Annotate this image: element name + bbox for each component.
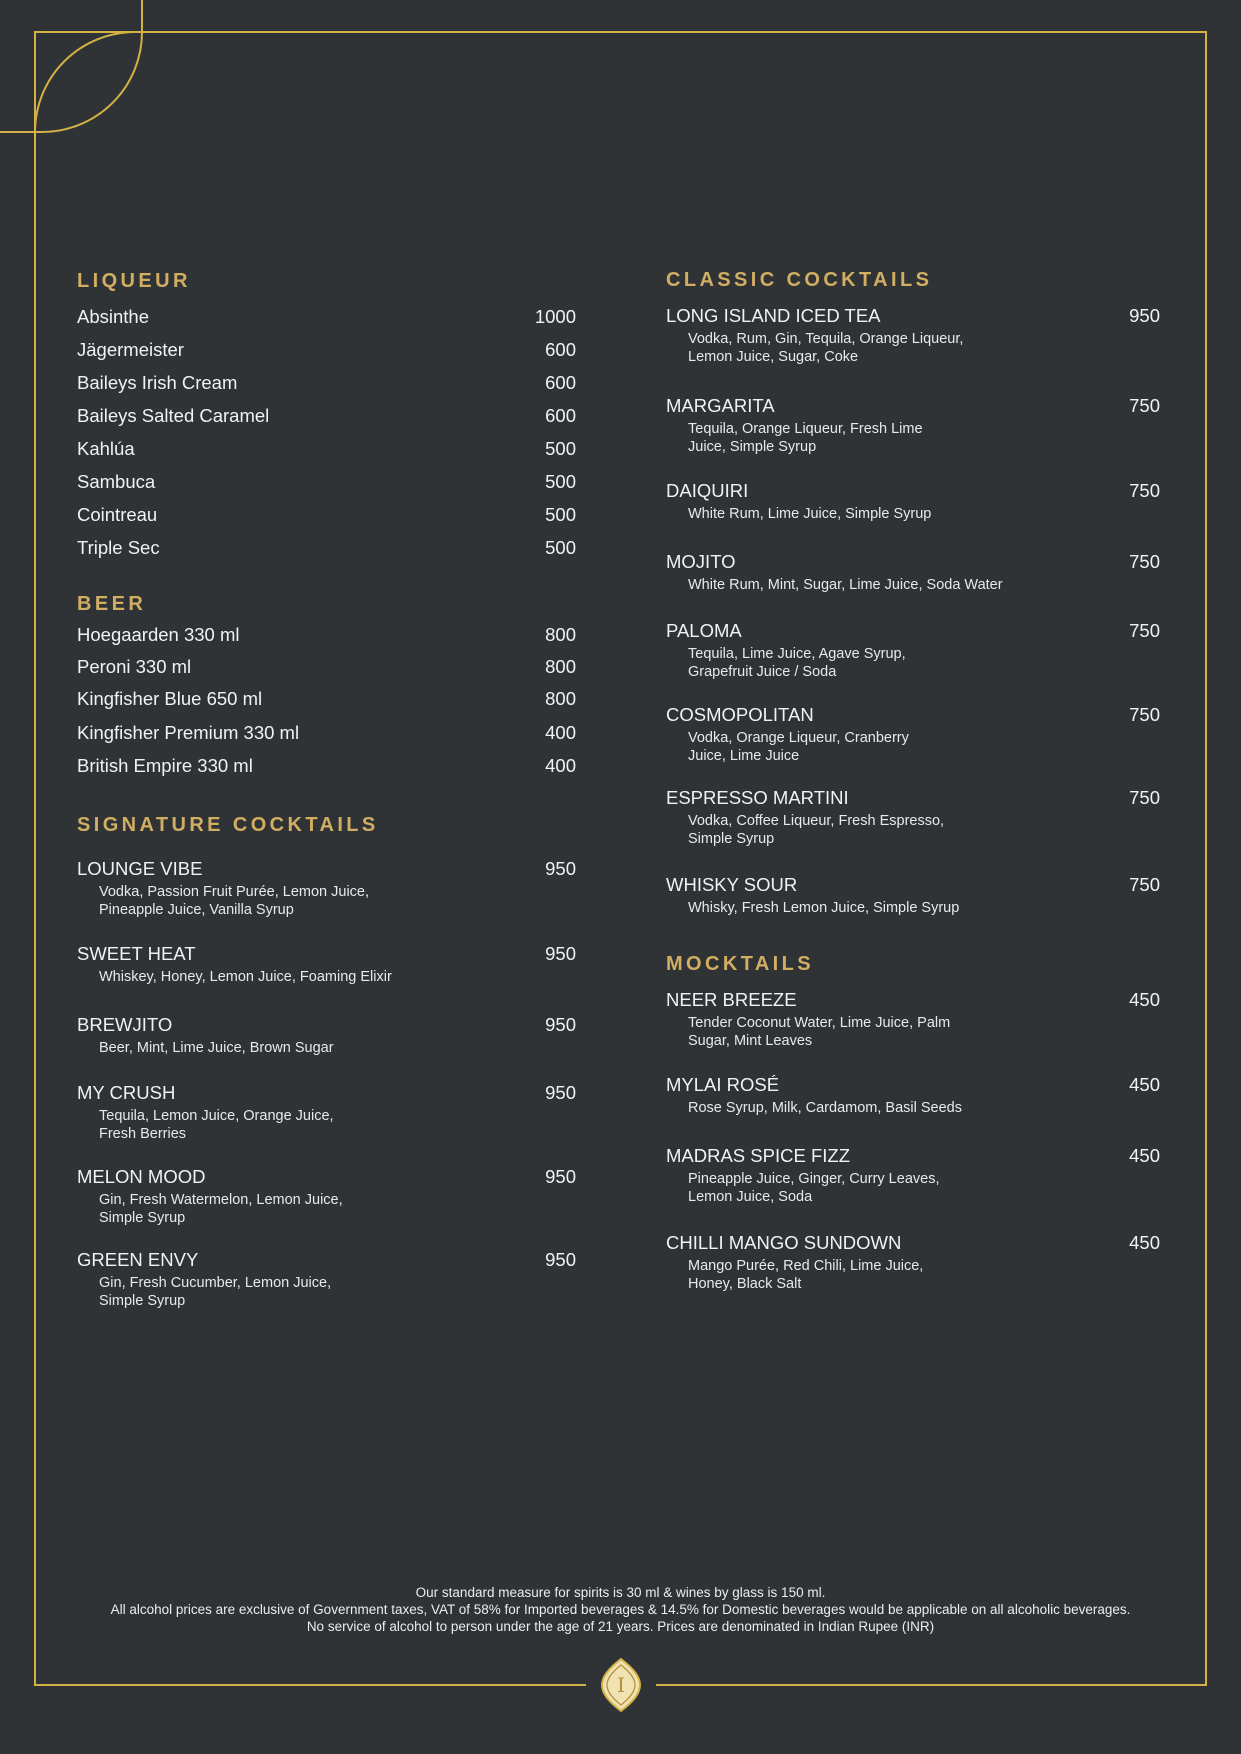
item-name: Cointreau xyxy=(77,504,158,525)
item-name: ESPRESSO MARTINI xyxy=(666,787,849,808)
footer-line: Our standard measure for spirits is 30 ml & wines by glass is 150 ml. xyxy=(415,1585,826,1600)
item-name: Kahlúa xyxy=(77,438,135,459)
footer-line: No service of alcohol to person under the age of 21 years. Prices are denominated in Indian Rupee (INR) xyxy=(306,1619,935,1634)
item-description: White Rum, Mint, Sugar, Lime Juice, Soda Water xyxy=(688,577,1003,593)
item-price: 950 xyxy=(545,858,576,879)
menu-item xyxy=(666,305,1160,327)
item-price: 800 xyxy=(545,624,576,645)
menu-item xyxy=(77,405,576,427)
item-description: Vodka, Passion Fruit Purée, Lemon Juice, Pineapple Juice, Vanilla Syrup xyxy=(99,884,370,918)
item-price: 400 xyxy=(545,722,576,743)
item-description: Whisky, Fresh Lemon Juice, Simple Syrup xyxy=(688,900,960,916)
section-title-classic-cocktails: CLASSIC COCKTAILS xyxy=(666,269,933,291)
menu-item xyxy=(666,874,1160,896)
section-title-signature-cocktails: SIGNATURE COCKTAILS xyxy=(77,814,379,836)
brand-emblem-icon xyxy=(598,1657,644,1713)
item-price: 450 xyxy=(1129,1232,1160,1253)
item-price: 950 xyxy=(545,943,576,964)
menu-item xyxy=(666,1232,1160,1254)
section-title-beer: BEER xyxy=(77,593,147,615)
item-price: 450 xyxy=(1129,989,1160,1010)
item-price: 950 xyxy=(545,1166,576,1187)
item-price: 500 xyxy=(545,471,576,492)
item-name: CHILLI MANGO SUNDOWN xyxy=(666,1232,902,1253)
menu-item xyxy=(666,1074,1160,1096)
menu-item xyxy=(77,656,576,678)
item-description: Rose Syrup, Milk, Cardamom, Basil Seeds xyxy=(688,1100,962,1116)
item-name: LONG ISLAND ICED TEA xyxy=(666,305,881,326)
item-description: Gin, Fresh Watermelon, Lemon Juice, Simple Syrup xyxy=(99,1192,343,1226)
item-name: MY CRUSH xyxy=(77,1082,176,1103)
menu-item xyxy=(77,755,576,777)
item-description: Beer, Mint, Lime Juice, Brown Sugar xyxy=(99,1040,334,1056)
frame-border-right xyxy=(1205,31,1207,1686)
item-description: White Rum, Lime Juice, Simple Syrup xyxy=(688,506,932,522)
item-name: Baileys Irish Cream xyxy=(77,372,238,393)
item-name: Jägermeister xyxy=(77,339,184,360)
item-name: MELON MOOD xyxy=(77,1166,206,1187)
item-description: Tequila, Lemon Juice, Orange Juice, Fresh Berries xyxy=(99,1108,334,1142)
item-description: Tequila, Lime Juice, Agave Syrup, Grapefruit Juice / Soda xyxy=(688,646,906,680)
menu-item xyxy=(77,624,576,646)
item-description: Vodka, Coffee Liqueur, Fresh Espresso, Simple Syrup xyxy=(688,813,945,847)
item-price: 950 xyxy=(545,1082,576,1103)
item-name: DAIQUIRI xyxy=(666,480,749,501)
item-name: Kingfisher Blue 650 ml xyxy=(77,688,263,709)
menu-item xyxy=(666,989,1160,1011)
item-price: 750 xyxy=(1129,551,1160,572)
menu-item xyxy=(77,1249,576,1271)
item-price: 600 xyxy=(545,339,576,360)
menu-item xyxy=(666,1145,1160,1167)
item-price: 750 xyxy=(1129,787,1160,808)
menu-item xyxy=(666,551,1160,573)
item-description: Vodka, Orange Liqueur, Cranberry Juice, Lime Juice xyxy=(688,730,909,764)
item-price: 800 xyxy=(545,688,576,709)
item-description: Vodka, Rum, Gin, Tequila, Orange Liqueur, Lemon Juice, Sugar, Coke xyxy=(688,331,964,365)
menu-item xyxy=(77,306,576,328)
item-name: PALOMA xyxy=(666,620,742,641)
item-name: COSMOPOLITAN xyxy=(666,704,814,725)
item-price: 950 xyxy=(545,1249,576,1270)
item-description: Gin, Fresh Cucumber, Lemon Juice, Simple Syrup xyxy=(99,1275,332,1309)
item-price: 500 xyxy=(545,504,576,525)
item-description: Whiskey, Honey, Lemon Juice, Foaming Elixir xyxy=(99,969,392,985)
item-name: BREWJITO xyxy=(77,1014,173,1035)
menu-item xyxy=(77,1082,576,1104)
item-name: Hoegaarden 330 ml xyxy=(77,624,240,645)
item-price: 450 xyxy=(1129,1145,1160,1166)
menu-item xyxy=(77,858,576,880)
item-price: 750 xyxy=(1129,620,1160,641)
footer-notes xyxy=(0,1584,1241,1635)
item-price: 750 xyxy=(1129,480,1160,501)
item-name: Kingfisher Premium 330 ml xyxy=(77,722,300,743)
item-description: Pineapple Juice, Ginger, Curry Leaves, Lemon Juice, Soda xyxy=(688,1171,940,1205)
menu-item xyxy=(666,480,1160,502)
item-price: 800 xyxy=(545,656,576,677)
menu-item xyxy=(77,1166,576,1188)
item-name: Peroni 330 ml xyxy=(77,656,192,677)
menu-item xyxy=(77,471,576,493)
svg-text:I: I xyxy=(617,1673,625,1697)
frame-border-left xyxy=(34,31,36,1686)
item-name: NEER BREEZE xyxy=(666,989,797,1010)
item-name: GREEN ENVY xyxy=(77,1249,199,1270)
menu-item xyxy=(77,722,576,744)
menu-item xyxy=(77,943,576,965)
menu-item xyxy=(666,704,1160,726)
item-price: 600 xyxy=(545,372,576,393)
item-name: Absinthe xyxy=(77,306,149,327)
menu-item xyxy=(666,787,1160,809)
item-price: 400 xyxy=(545,755,576,776)
item-price: 950 xyxy=(545,1014,576,1035)
menu-item xyxy=(77,372,576,394)
item-name: MADRAS SPICE FIZZ xyxy=(666,1145,850,1166)
item-name: LOUNGE VIBE xyxy=(77,858,203,879)
menu-item xyxy=(77,339,576,361)
item-name: Sambuca xyxy=(77,471,156,492)
item-price: 750 xyxy=(1129,395,1160,416)
item-name: WHISKY SOUR xyxy=(666,874,798,895)
section-title-liqueur: LIQUEUR xyxy=(77,270,191,292)
item-price: 750 xyxy=(1129,704,1160,725)
menu-item xyxy=(666,620,1160,642)
menu-item xyxy=(77,688,576,710)
corner-ornament-icon xyxy=(0,0,160,160)
menu-item xyxy=(77,1014,576,1036)
item-description: Tender Coconut Water, Lime Juice, Palm Sugar, Mint Leaves xyxy=(688,1015,951,1049)
item-name: Baileys Salted Caramel xyxy=(77,405,270,426)
menu-item xyxy=(77,537,576,559)
item-price: 600 xyxy=(545,405,576,426)
item-price: 750 xyxy=(1129,874,1160,895)
section-title-mocktails: MOCKTAILS xyxy=(666,953,814,975)
item-price: 950 xyxy=(1129,305,1160,326)
item-name: Triple Sec xyxy=(77,537,160,558)
menu-item xyxy=(77,438,576,460)
footer-line: All alcohol prices are exclusive of Government taxes, VAT of 58% for Imported beverages & 14.5% for Domestic beverages would be applicable on all alcoholic beverages. xyxy=(110,1602,1131,1617)
item-price: 1000 xyxy=(534,306,576,327)
frame-border-bottom-left xyxy=(34,1684,586,1686)
menu-item xyxy=(77,504,576,526)
item-name: MARGARITA xyxy=(666,395,775,416)
item-price: 500 xyxy=(545,537,576,558)
item-name: SWEET HEAT xyxy=(77,943,196,964)
item-description: Tequila, Orange Liqueur, Fresh Lime Juice, Simple Syrup xyxy=(688,421,923,455)
menu-item xyxy=(666,395,1160,417)
frame-border-top xyxy=(34,31,1207,33)
frame-border-bottom-right xyxy=(656,1684,1207,1686)
item-name: MYLAI ROSÉ xyxy=(666,1074,780,1095)
item-price: 500 xyxy=(545,438,576,459)
item-price: 450 xyxy=(1129,1074,1160,1095)
item-name: MOJITO xyxy=(666,551,736,572)
item-description: Mango Purée, Red Chili, Lime Juice, Honey, Black Salt xyxy=(688,1258,924,1292)
item-name: British Empire 330 ml xyxy=(77,755,253,776)
